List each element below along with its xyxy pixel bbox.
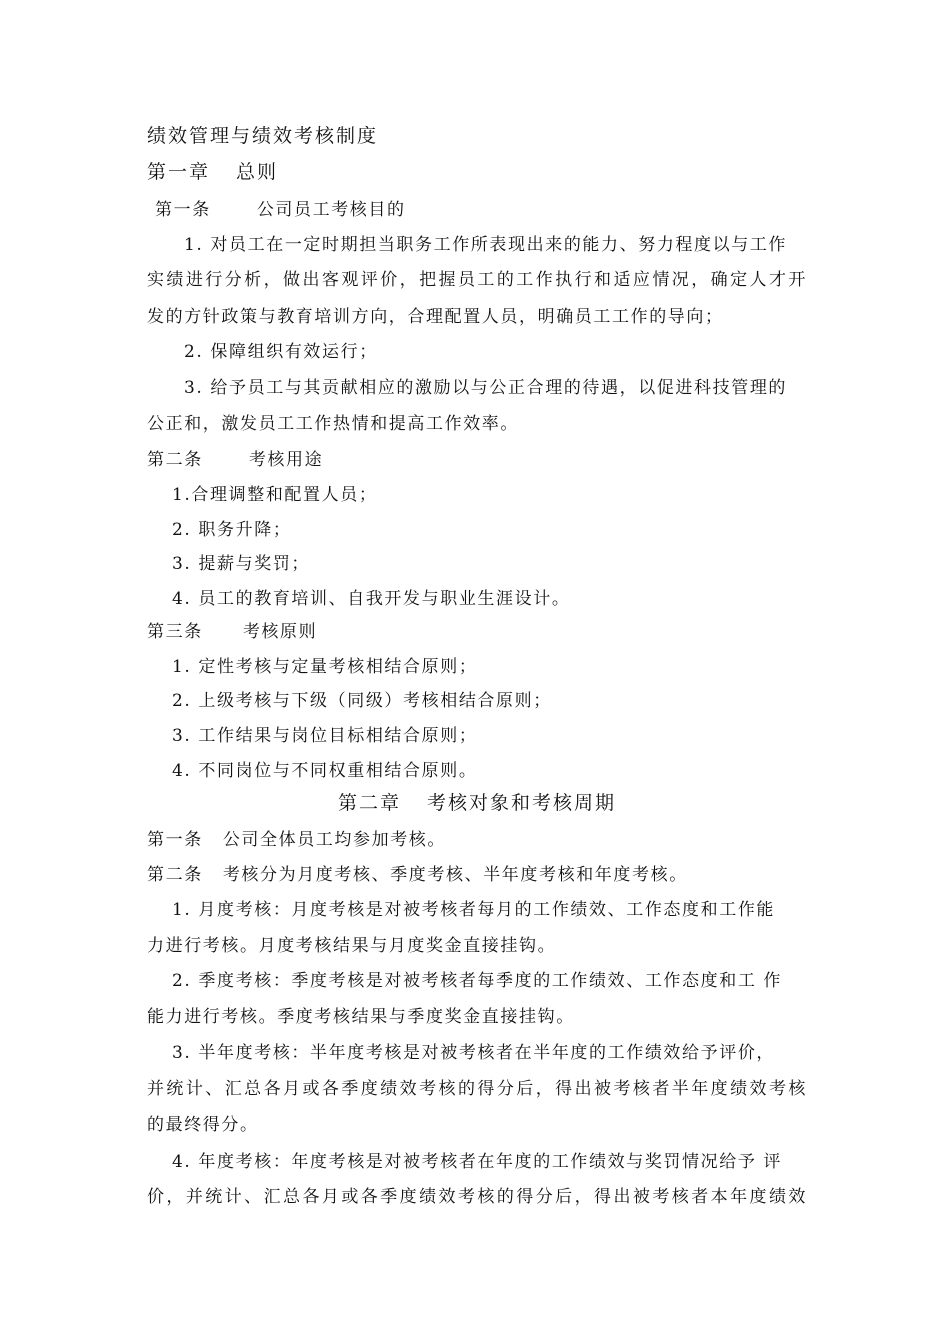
article-text: 考核分为月度考核、季度考核、半年度考核和年度考核。 (222, 865, 688, 885)
ch1-art1-para1-line1: 1. 对员工在一定时期担当职务工作所表现出来的能力、努力程度以与工作 (184, 235, 788, 255)
list-item: 3. 工作结果与岗位目标相结合原则； (172, 726, 478, 746)
ch2-article-1 (147, 828, 807, 852)
ch2-article-2 (147, 863, 807, 887)
chapter-1-heading (147, 160, 807, 184)
chapter-2-heading (147, 791, 807, 815)
list-item: 1. 定性考核与定量考核相结合原则； (172, 657, 478, 677)
ch1-article-1-heading (155, 198, 815, 222)
ch1-art1-para3-line1: 3. 给予员工与其贡献相应的激励以与公正合理的待遇，以促进科技管理的 (184, 378, 788, 398)
ch2-para3-line3: 的最终得分。 (147, 1115, 259, 1135)
article-label: 第一条 (147, 830, 203, 850)
chapter-2-name: 考核对象和考核周期 (427, 792, 617, 814)
article-name: 考核原则 (242, 622, 318, 642)
ch2-para2-line2: 能力进行考核。季度考核结果与季度奖金直接挂钩。 (147, 1007, 575, 1027)
ch2-para3-line1: 3. 半年度考核：半年度考核是对被考核者在半年度的工作绩效给予评价， (172, 1043, 776, 1063)
ch1-article-3-heading (147, 620, 807, 644)
ch2-para2-line1: 2. 季度考核：季度考核是对被考核者每季度的工作绩效、工作态度和工 作 (172, 971, 783, 991)
list-item: 4. 不同岗位与不同权重相结合原则。 (172, 761, 478, 781)
chapter-2-label: 第二章 (337, 792, 401, 814)
ch1-article-2-heading (147, 448, 807, 472)
list-item: 3. 提薪与奖罚； (172, 554, 311, 574)
article-label: 第二条 (147, 865, 203, 885)
ch1-art1-para1-line2: 实绩进行分析，做出客观评价，把握员工的工作执行和适应情况，确定人才开 (147, 270, 807, 290)
chapter-1-name: 总则 (236, 161, 279, 183)
document-title: 绩效管理与绩效考核制度 (147, 125, 379, 147)
list-item: 2. 职务升降； (172, 520, 292, 540)
article-name: 考核用途 (248, 450, 324, 470)
list-item: 4. 员工的教育培训、自我开发与职业生涯设计。 (172, 589, 571, 609)
ch1-art1-para1-line3: 发的方针政策与教育培训方向，合理配置人员，明确员工工作的导向； (147, 307, 724, 327)
article-label: 第三条 (147, 622, 203, 642)
ch2-para1-line2: 力进行考核。月度考核结果与月度奖金直接挂钩。 (147, 936, 557, 956)
list-item: 2. 上级考核与下级（同级）考核相结合原则； (172, 691, 552, 711)
article-text: 公司全体员工均参加考核。 (222, 830, 447, 850)
list-item: 1.合理调整和配置人员； (172, 485, 378, 505)
article-label: 第一条 (155, 200, 211, 220)
ch2-para4-line2: 价，并统计、汇总各月或各季度绩效考核的得分后，得出被考核者本年度绩效 (147, 1187, 807, 1207)
ch2-para1-line1: 1. 月度考核：月度考核是对被考核者每月的工作绩效、工作态度和工作能 (172, 900, 776, 920)
ch1-art1-para3-line2: 公正和，激发员工工作热情和提高工作效率。 (147, 414, 519, 434)
ch2-para4-line1: 4. 年度考核：年度考核是对被考核者在年度的工作绩效与奖罚情况给予 评 (172, 1152, 783, 1172)
chapter-1-label: 第一章 (147, 161, 211, 183)
ch2-para3-line2: 并统计、汇总各月或各季度绩效考核的得分后，得出被考核者半年度绩效考核 (147, 1079, 807, 1099)
article-label: 第二条 (147, 450, 203, 470)
article-name: 公司员工考核目的 (256, 200, 406, 220)
ch1-art1-para2: 2. 保障组织有效运行； (184, 342, 378, 362)
